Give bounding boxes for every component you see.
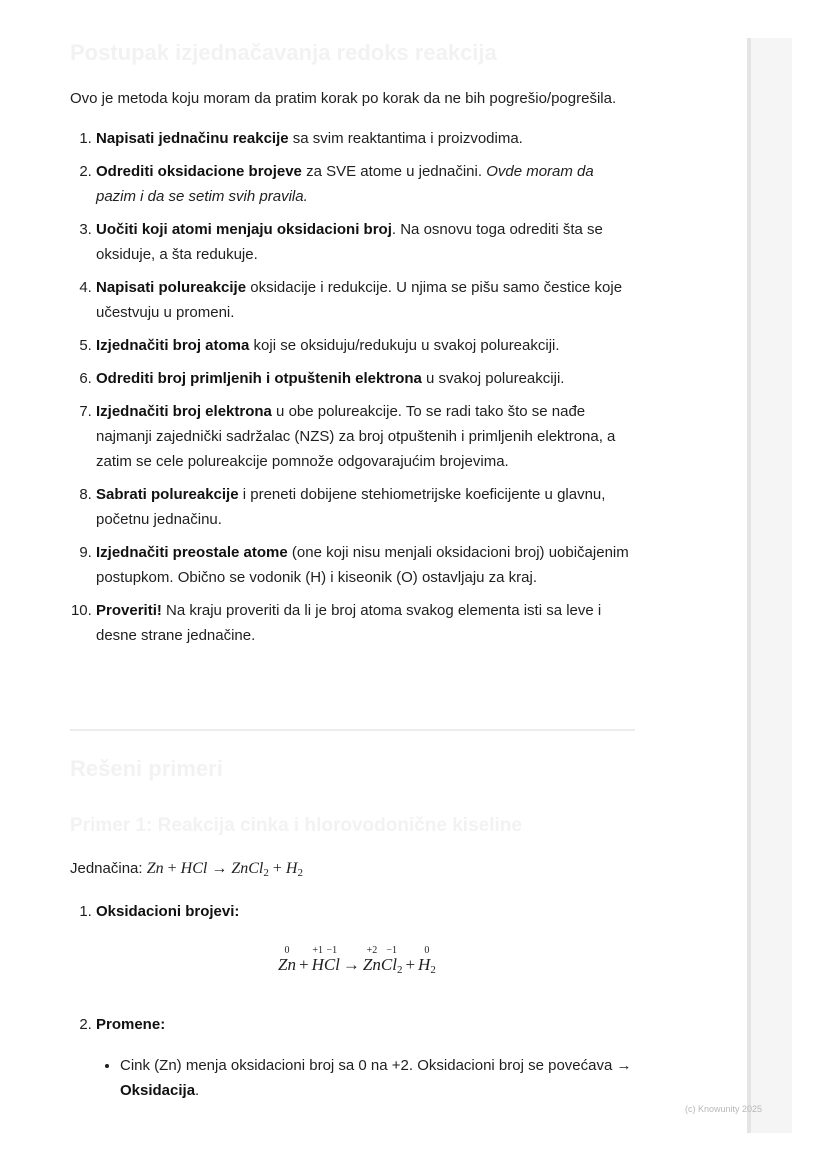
page-title: Postupak izjednačavanja redoks reakcija xyxy=(70,40,497,65)
list-item: 8. Sabrati polureakcije i preneti dobijene stehiometrijske koeficijente u glavnu, početnu jednačinu. xyxy=(96,482,635,532)
bullet-item: • Cink (Zn) menja oksidacioni broj sa 0 na +2. Oksidacioni broj se povećava → Oksidacija. xyxy=(120,1053,661,1103)
example-title: Primer 1: Reakcija cinka i hlorovodonične kiseline xyxy=(70,815,522,836)
list-item: 2. Promene: • Cink (Zn) menja oksidacioni broj sa 0 na +2. Oksidacioni broj se povećava → Oksidacija. xyxy=(96,1012,661,1103)
list-item: 5. Izjednačiti broj atoma koji se oksiduju/redukuju u svakoj polureakciji. xyxy=(96,333,635,358)
steps-list xyxy=(70,126,635,648)
list-item: 1. Napisati jednačinu reakcije sa svim reaktantima i proizvodima. xyxy=(96,126,635,151)
copyright-footer: (c) Knowunity 2025 xyxy=(685,1104,763,1114)
section-divider xyxy=(70,729,635,731)
list-item: 1. Oksidacioni brojevi: xyxy=(96,899,661,1012)
equation-line xyxy=(70,857,303,885)
list-item: 9. Izjednačiti preostale atome (one koji nisu menjali oksidacioni broj) uobičajenim postupkom. Obično se vodonik (H) i kiseonik (O) ostavljaju za kraj. xyxy=(96,540,635,590)
section-title: Rešeni primeri xyxy=(70,756,223,781)
oxidation-equation: 0 Zn + +1 H −1 Cl → +2 Zn −1 $Cl_2$ + 0 $H_2$ xyxy=(278,945,436,976)
list-item: 3. Uočiti koji atomi menjaju oksidacioni broj. Na osnovu toga odrediti šta se oksiduje, a šta redukuje. xyxy=(96,217,635,267)
equation-label: Jednačina: xyxy=(70,860,147,877)
list-item: 10. Proveriti! Na kraju proveriti da li je broj atoma svakog elementa isti sa leve i desne strane jednačine. xyxy=(96,598,635,648)
equation: Zn + HCl → ZnCl$_2$ + $H_2$ xyxy=(146,860,303,879)
side-panel xyxy=(747,38,792,1133)
intro-paragraph: Ovo je metoda koju moram da pratim korak po korak da ne bih pogrešio/pogrešila. xyxy=(70,90,617,107)
example-steps xyxy=(70,899,661,1103)
bullet-list xyxy=(96,1053,661,1103)
list-item: 7. Izjednačiti broj elektrona u obe polureakcije. To se radi tako što se nađe najmanji zajednički sadržalac (NZS) za broj otpuštenih i primljenih elektrona, a zatim se cele polureakcije pomnože odgovarajućim brojevima. xyxy=(96,399,635,474)
list-item: 4. Napisati polureakcije oksidacije i redukcije. U njima se pišu samo čestice koje učestvuju u promeni. xyxy=(96,275,635,325)
list-item: 2. Odrediti oksidacione brojeve za SVE atome u jednačini. Ovde moram da pazim i da se setim svih pravila. xyxy=(96,159,635,209)
list-item: 6. Odrediti broj primljenih i otpuštenih elektrona u svakoj polureakciji. xyxy=(96,366,635,391)
document-page xyxy=(70,38,635,656)
